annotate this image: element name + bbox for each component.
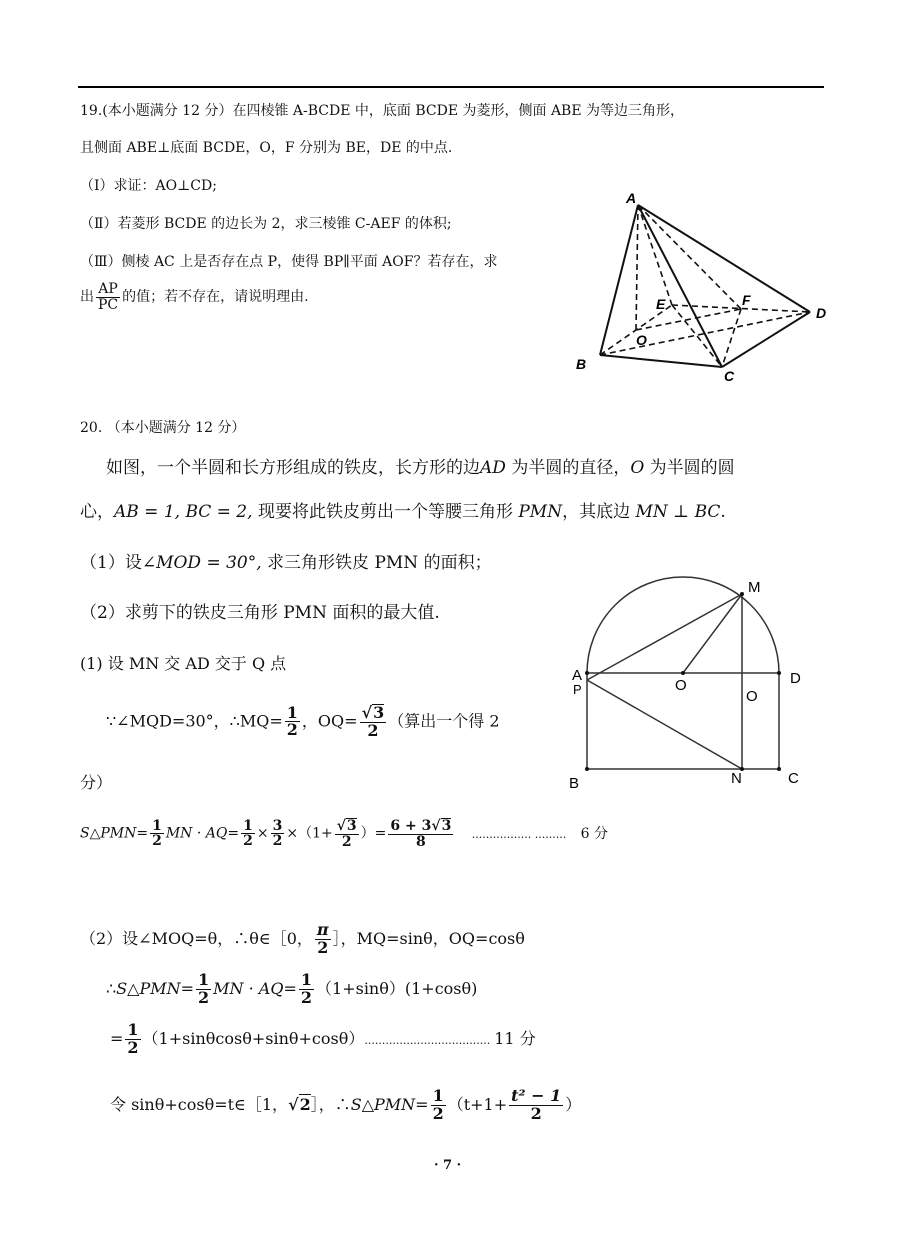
three-half [271,819,285,849]
lbl-D: D [790,670,801,687]
score-6: 6 分 [580,825,609,842]
sol2-half2-num: 1 [300,970,313,989]
pt-D: D [816,305,827,321]
three-num: 3 [272,817,283,834]
sqrt2: 2 [299,1094,311,1114]
sqrt3-half-frac: $\frac{√3}{2}$ [361,703,385,740]
sol2-half4 [431,1088,446,1123]
q20-p2-mid2: ，其底边 [562,502,636,522]
sqrt3-c: 3 [441,818,452,834]
area-half2-num: 1 [243,817,253,834]
sqrt3-frac2: $\frac{√3}{2}$ [336,818,357,850]
q20-sub1-math: ∠MOD = 30°, [141,553,262,573]
close-eq: ）= [360,825,387,842]
ap-pc-fraction [96,282,120,312]
pt-M-dot [740,592,744,596]
page-number: · 7 · [434,1158,462,1173]
frac-ap: AP [96,282,120,298]
area-half-den: 2 [152,833,162,850]
sol-area-line [80,818,608,849]
edge-AC [638,205,722,367]
sol2-expand: （1+sinθcosθ+sinθ+cosθ） [142,1028,365,1048]
q20-p1-text: 如图，一个半圆和长方形组成的铁皮，长方形的边 [106,458,480,478]
pt-E: E [656,296,666,312]
q19-line2: 且侧面 ABE⊥底面 BCDE，O，F 分别为 BE，DE 的中点. [80,140,453,156]
pi-den: 2 [317,937,329,957]
sol2-close: ） [565,1094,582,1114]
frac-pc: PC [98,296,119,313]
result-den: 8 [415,833,426,850]
q19-part3-cont [80,282,309,312]
edge-AO [636,205,638,330]
edge-CD [722,312,810,367]
sol2-half3-num: 1 [127,1020,139,1039]
sol2-half-den: 2 [198,987,210,1007]
pt-F: F [742,292,751,308]
pt-C: C [724,368,735,384]
q20-p2-math: AB = 1, BC = 2, [114,502,253,522]
sol-note: （算出一个得 2 [388,711,500,731]
sol2-eq: = [110,1028,124,1048]
pi-num: π [316,920,329,939]
pt-O: O [636,332,647,348]
q20-p2-mid: 现要将此铁皮剪出一个等腰三角形 [252,502,519,522]
sol-line2 [106,704,500,740]
sol2-mq: ］，MQ=sinθ，OQ=cosθ [332,928,525,948]
seg-PM [587,594,742,680]
sol2-mid: MN · AQ= [213,978,297,998]
sol2-half4-den: 2 [432,1103,444,1123]
sol-line1: (1) 设 MN 交 AD 交于 Q 点 [80,654,287,673]
sol2-t-expr: （t+1+ [447,1094,508,1114]
pt-A-dot [585,671,589,675]
sol2-therefore: ∴ [106,978,117,998]
paren-open: ×（1+ [286,825,333,842]
sqrt3-den2: 2 [341,833,352,850]
q20-p2-perp: MN ⊥ BC [635,502,721,522]
edge-AE [638,205,672,305]
q20-p1-o: O [630,458,645,478]
pt-D-dot [777,671,781,675]
half-num: 1 [286,702,298,722]
half-frac [285,702,300,740]
q19-line1: 19.(本小题满分 12 分）在四棱锥 A-BCDE 中，底面 BCDE 为菱形，侧面 ABE 为等边三角形， [80,103,685,119]
score-11: 11 分 [494,1028,536,1048]
q20-para2 [80,497,726,522]
edge-BC [600,355,722,367]
sol-mq: ∵∠MQD=30°，∴MQ= [106,711,283,731]
sol-line2b: 分） [80,773,113,792]
q20-p1-ad: AD [480,458,506,478]
sol2-let: 令 sinθ+cosθ=t∈［1， [110,1094,289,1114]
q20-heading: 20. （本小题满分 12 分） [80,420,246,436]
sol2-half2 [299,972,314,1007]
pyramid-figure [570,185,840,385]
pi-half [315,922,331,957]
pt-B: B [576,356,587,372]
q20-p2-end: . [720,502,726,522]
lbl-N: N [731,770,742,787]
sol-oq: ，OQ= [301,711,358,731]
q20-sub1-pre: （1）设 [80,553,142,573]
pt-C-dot [777,767,781,771]
sol2-half [196,972,211,1007]
q20-sub1 [80,548,492,573]
lbl-Q: O [746,688,758,705]
half-den: 2 [286,720,298,740]
q19-part1: （Ⅰ）求证：AO⊥CD; [80,178,217,194]
header-rule [78,86,824,88]
lbl-A: A [572,667,583,684]
lbl-P: P [573,682,582,697]
area-half [150,819,164,849]
q19-part2: （Ⅱ）若菱形 BCDE 的边长为 2，求三棱锥 C-AEF 的体积; [80,216,452,232]
sol2-line2 [106,972,477,1007]
seg-OM [683,594,742,673]
dots-11: .................................... [364,1033,491,1047]
sol2-lhs2: S△PMN= [350,1094,429,1114]
times-sign: × [256,825,269,842]
q20-p1-end: 为半圆的圆 [644,458,735,478]
sol2-half-num: 1 [198,970,210,989]
q20-sub2: （2）求剪下的铁皮三角形 PMN 面积的最大值. [80,603,440,623]
sol2-half4-num: 1 [432,1086,444,1105]
area-half2-den: 2 [243,833,253,850]
sol2-line1 [80,922,525,957]
result-frac: $\frac{6 + 3√3}{8}$ [390,818,452,850]
t2-den: 2 [530,1103,542,1123]
edge-FC [722,309,741,367]
sol2-line4: 令 sinθ+cosθ=t∈［1，√2］，∴S△PMN= $\frac{1}{2}$ （t+1+ $\frac{\text{t² − 1}}{2}$ ） [110,1086,582,1123]
sqrt3-den: 2 [367,720,379,740]
sol2-therefore2: ］，∴ [310,1094,351,1114]
sol2-post: （1+sinθ）(1+cosθ) [316,978,478,998]
q20-para1 [106,453,735,478]
sol2-theta: （2）设∠MOQ=θ，∴θ∈［0， [80,928,313,948]
sol2-lhs: S△PMN= [116,978,195,998]
area-half2 [241,819,255,849]
edge-AB [600,205,638,355]
q20-p1-mid: 为半圆的直径， [505,458,631,478]
q20-sub1-post: 求三角形铁皮 PMN 的面积； [261,553,492,573]
q20-p2-pre: 心， [80,502,114,522]
area-lhs: S△PMN= [80,825,149,842]
sol2-line3 [110,1022,536,1057]
sol2-half3-den: 2 [127,1037,139,1057]
t2-frac [509,1088,563,1123]
edge-AF [638,205,741,309]
q19-part3-pre: 出 [80,289,94,306]
three-den: 2 [272,833,283,850]
sqrt3-a: 3 [373,703,385,722]
seg-PN [587,680,742,769]
sqrt3-b: 3 [346,818,357,834]
lbl-O: O [675,677,687,694]
sol2-half3 [125,1022,140,1057]
q19-part3-post: 的值；若不存在，请说明理由. [122,289,309,306]
lbl-M: M [748,579,761,596]
pt-A: A [626,190,637,206]
result-num: 6 + 3 [390,818,432,834]
lbl-B: B [569,775,580,792]
dots-6: ................. ......... [471,827,567,841]
q19-part3: （Ⅲ）侧棱 AC 上是否存在点 P，使得 BP∥平面 AOF？若存在，求 [80,254,498,270]
t2-num: t² − 1 [511,1086,562,1105]
area-half-num: 1 [152,817,162,834]
lbl-C: C [788,770,799,787]
q20-p2-pmn: PMN [518,502,563,522]
semicircle-figure [560,570,820,800]
pt-O-dot [681,671,685,675]
pt-B-dot [585,767,589,771]
sol2-half2-den: 2 [300,987,313,1007]
area-mid: MN · AQ= [165,825,240,842]
